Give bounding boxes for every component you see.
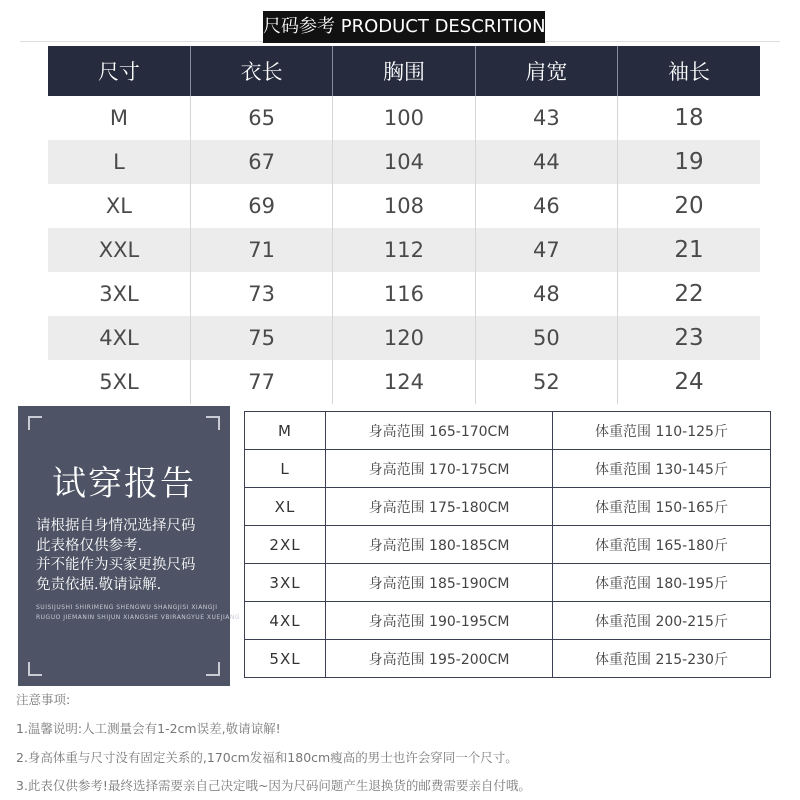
table-row [245,488,771,526]
sleeve-cell: 19 [618,140,760,184]
try-on-report-panel [18,406,240,686]
size-cell: M [109,106,128,130]
report-line: 请根据自身情况选择尺码 [36,518,196,534]
report-line: 此表格仅供参考. [36,537,143,554]
size-cell: XXL [48,228,190,272]
size-cell: 4XL [48,316,190,360]
length-cell: 77 [190,360,332,404]
size-cell: 4XL [245,602,326,640]
size-cell: 5XL [245,640,326,678]
height-range-cell: 身高范围 180-185CM [326,526,553,564]
weight-range-cell: 体重范围 215-230斤 [553,640,771,678]
table-row [245,526,771,564]
shoulder-cell: 44 [475,140,617,184]
corner-bracket [206,416,220,430]
table-row [48,360,760,404]
note-item: 1.温馨说明:人工测量会有1-2cm误差,敬请谅解! [16,721,281,736]
length-cell: 71 [190,228,332,272]
table-row [48,316,760,360]
shoulder-cell: 52 [475,360,617,404]
weight-range-cell: 体重范围 165-180斤 [553,526,771,564]
height-range-cell: 身高范围 185-190CM [326,564,553,602]
size-cell: L [48,140,190,184]
header-chest: 胸围 [333,46,475,96]
sleeve-cell: 18 [618,96,760,140]
size-cell: 3XL [99,282,139,306]
shoulder-cell: 47 [475,228,617,272]
table-row [245,564,771,602]
sleeve-cell: 24 [618,360,760,404]
shoulder-cell: 48 [475,272,617,316]
report-line: 免责依据.敬请谅解. [36,576,162,593]
header-shoulder: 肩宽 [475,46,617,96]
sleeve-cell: 21 [618,228,760,272]
report-title: 试穿报告 [52,464,196,504]
height-range-cell: 身高范围 175-180CM [326,488,553,526]
header-sleeve: 袖长 [618,46,760,96]
table-row [48,228,760,272]
fine-print-line: SUISIJUSHI SHIRIMENG SHENGWU SHANGJISI XIANGJI [36,604,218,611]
length-cell: 73 [190,272,332,316]
length-cell: 65 [190,96,332,140]
shoulder-cell: 43 [475,96,617,140]
size-cell: 2XL [245,526,326,564]
report-fine-print [36,603,240,623]
chest-cell: 120 [333,316,475,360]
page-title: 尺码参考 PRODUCT DESCRITION [263,11,545,43]
weight-range-cell: 体重范围 110-125斤 [553,412,771,450]
size-chart-table [48,46,760,404]
table-row [48,96,760,140]
table-row [245,640,771,678]
sleeve-cell: 22 [618,272,760,316]
note-item: 3.此表仅供参考!最终选择需要亲自己决定哦~因为尺码问题产生退换货的邮费需要亲自付哦。 [16,778,531,793]
note-item: 2.身高体重与尺寸没有固定关系的,170cm发福和180cm瘦高的男士也许会穿同一个尺寸。 [16,750,518,765]
sleeve-cell: 20 [618,184,760,228]
corner-bracket [28,416,42,430]
chest-cell: 124 [333,360,475,404]
shoulder-cell: 46 [475,184,617,228]
chest-cell: 100 [333,96,475,140]
size-cell: 3XL [245,564,326,602]
table-row [245,602,771,640]
header-size: 尺寸 [48,46,190,96]
height-range-cell: 身高范围 170-175CM [326,450,553,488]
table-row [245,412,771,450]
height-range-cell: 身高范围 195-200CM [326,640,553,678]
table-row [48,184,760,228]
sleeve-cell: 23 [618,316,760,360]
size-cell: 5XL [99,370,139,394]
size-cell: L [245,450,326,488]
size-cell: XL [105,194,132,218]
chest-cell: 104 [333,140,475,184]
size-chart-header-row [48,46,760,96]
size-cell: M [245,412,326,450]
height-weight-table [244,411,771,678]
chest-cell: 108 [333,184,475,228]
report-line: 并不能作为买家更换尺码 [36,557,196,573]
size-cell: XL [245,488,326,526]
report-text [36,517,221,595]
length-cell: 69 [190,184,332,228]
chest-cell: 112 [333,228,475,272]
table-row [48,140,760,184]
corner-bracket [28,662,42,676]
table-row [48,272,760,316]
notes-title: 注意事项: [16,692,71,707]
corner-bracket [206,662,220,676]
weight-range-cell: 体重范围 130-145斤 [553,450,771,488]
weight-range-cell: 体重范围 200-215斤 [553,602,771,640]
length-cell: 67 [190,140,332,184]
height-range-cell: 身高范围 190-195CM [326,602,553,640]
height-range-cell: 身高范围 165-170CM [326,412,553,450]
weight-range-cell: 体重范围 150-165斤 [553,488,771,526]
fine-print-line: RUGUO JIEMANIN SHIJUN XIANGSHE VBIRANGYUE XUEJIANG [36,614,240,621]
table-row [245,450,771,488]
shoulder-cell: 50 [475,316,617,360]
header-length: 衣长 [190,46,332,96]
length-cell: 75 [190,316,332,360]
weight-range-cell: 体重范围 180-195斤 [553,564,771,602]
chest-cell: 116 [333,272,475,316]
